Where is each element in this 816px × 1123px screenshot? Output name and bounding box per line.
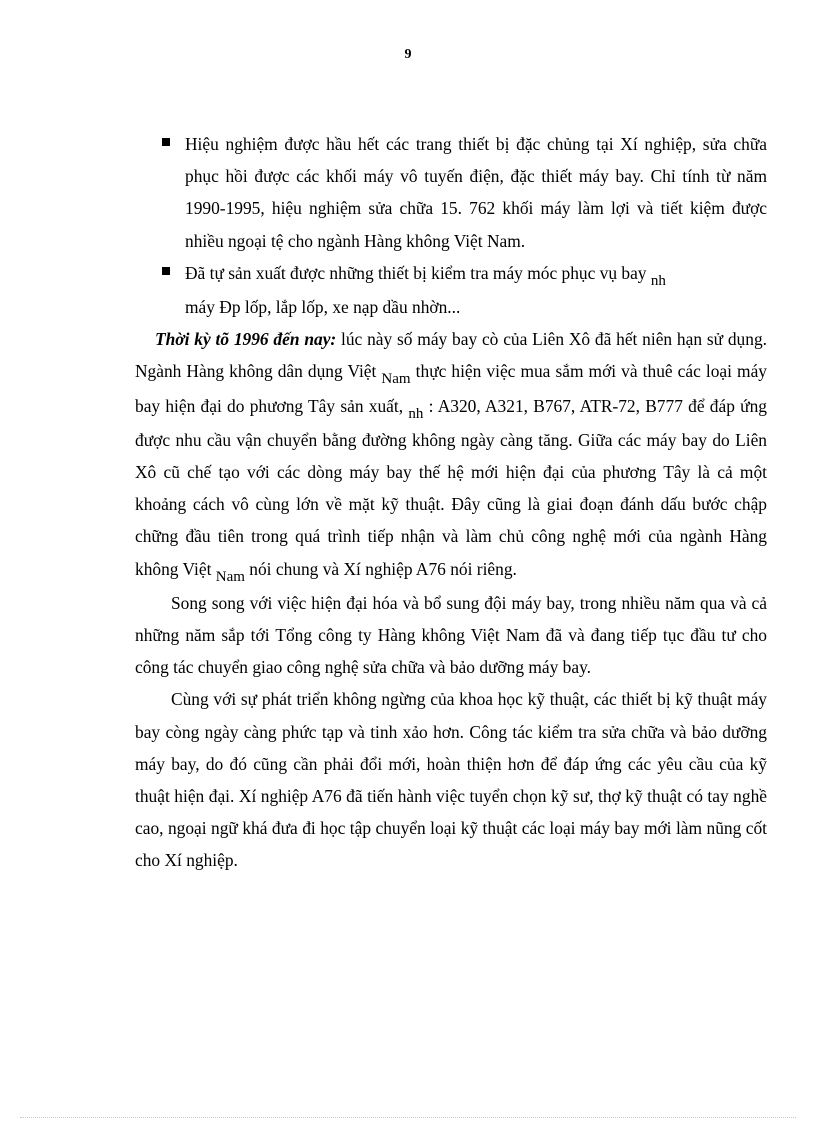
paragraph-subscript: Nam bbox=[215, 568, 245, 585]
paragraph-text: lúc này số máy bay cò của Liên Xô đã hết niên hạn sử dụng. Ngành Hàng không dân dụng Việt bbox=[135, 329, 767, 382]
bullet-subscript: nh bbox=[650, 272, 666, 289]
paragraph-subscript: Nam bbox=[381, 371, 411, 388]
document-body bbox=[135, 128, 767, 877]
paragraph-modernization: Song song với việc hiện đại hóa và bổ sung đội máy bay, trong nhiều năm qua và cả những năm sắp tới Tổng công ty Hàng không Việt Nam đã và đang tiếp tục đầu tư cho công tác chuyển giao công nghệ sửa chữa và bảo dưỡng máy bay. bbox=[135, 592, 767, 678]
bullet-text-continued: máy Đp lốp, lắp lốp, xe nạp dầu nhờn... bbox=[185, 297, 461, 318]
bullet-list bbox=[135, 128, 767, 323]
bullet-item bbox=[135, 128, 767, 257]
paragraph-subscript: nh bbox=[408, 405, 424, 422]
paragraph-period-1996 bbox=[135, 323, 767, 587]
paragraph-text: nói chung và Xí nghiệp A76 nói riêng. bbox=[244, 558, 517, 579]
square-bullet-icon bbox=[162, 267, 170, 275]
page-bottom-divider bbox=[20, 1117, 796, 1118]
bullet-text: Đã tự sản xuất được những thiết bị kiểm tra máy móc phục vụ bay bbox=[185, 262, 647, 283]
paragraph-text: : A320, A321, B767, ATR-72, B777 để đáp ứng được nhu cầu vận chuyển bằng đường không ngày càng tăng. Giữa các máy bay do Liên Xô cũ chế tạo với các dòng máy bay thế hệ mới hiện đại của phương Tây là cả một khoảng cách vô cùng lớn về mặt kỹ thuật. Đây cũng là giai đoạn đánh dấu bước chập chững đầu tiên trong quá trình tiếp nhận và làm chủ công nghệ mới của ngành Hàng không Việt bbox=[135, 395, 767, 579]
bullet-text: Hiệu nghiệm được hầu hết các trang thiết bị đặc chủng tại Xí nghiệp, sửa chữa phục hồi được các khối máy vô tuyến điện, đặc thiết máy bay. Chỉ tính từ năm 1990-1995, hiệu nghiệm sửa chữa 15. 762 khối máy làm lợi và tiết kiệm được nhiều ngoại tệ cho ngành Hàng không Việt Nam. bbox=[185, 134, 767, 251]
square-bullet-icon bbox=[162, 138, 170, 146]
paragraph-lead: Thời kỳ tõ 1996 đến nay: bbox=[155, 329, 337, 350]
paragraph-development: Cùng với sự phát triển không ngừng của khoa học kỹ thuật, các thiết bị kỹ thuật máy bay còng ngày càng phức tạp và tinh xảo hơn. Công tác kiểm tra sửa chữa và bảo dưỡng máy bay, do đó cũng cần phải đổi mới, hoàn thiện hơn để đáp ứng các yêu cầu của kỹ thuật hiện đại. Xí nghiệp A76 đã tiến hành việc tuyển chọn kỹ sư, thợ kỹ thuật có tay nghề cao, ngoại ngữ khá đưa đi học tập chuyển loại kỹ thuật các loại máy bay mới làm nũng cốt cho Xí nghiệp. bbox=[135, 689, 767, 871]
paragraph-text: thực hiện việc mua sắm mới và thuê các loại máy bay hiện đại do phương Tây sản xuất, bbox=[135, 361, 767, 416]
bullet-item bbox=[135, 257, 767, 323]
page-number: 9 bbox=[404, 47, 412, 62]
